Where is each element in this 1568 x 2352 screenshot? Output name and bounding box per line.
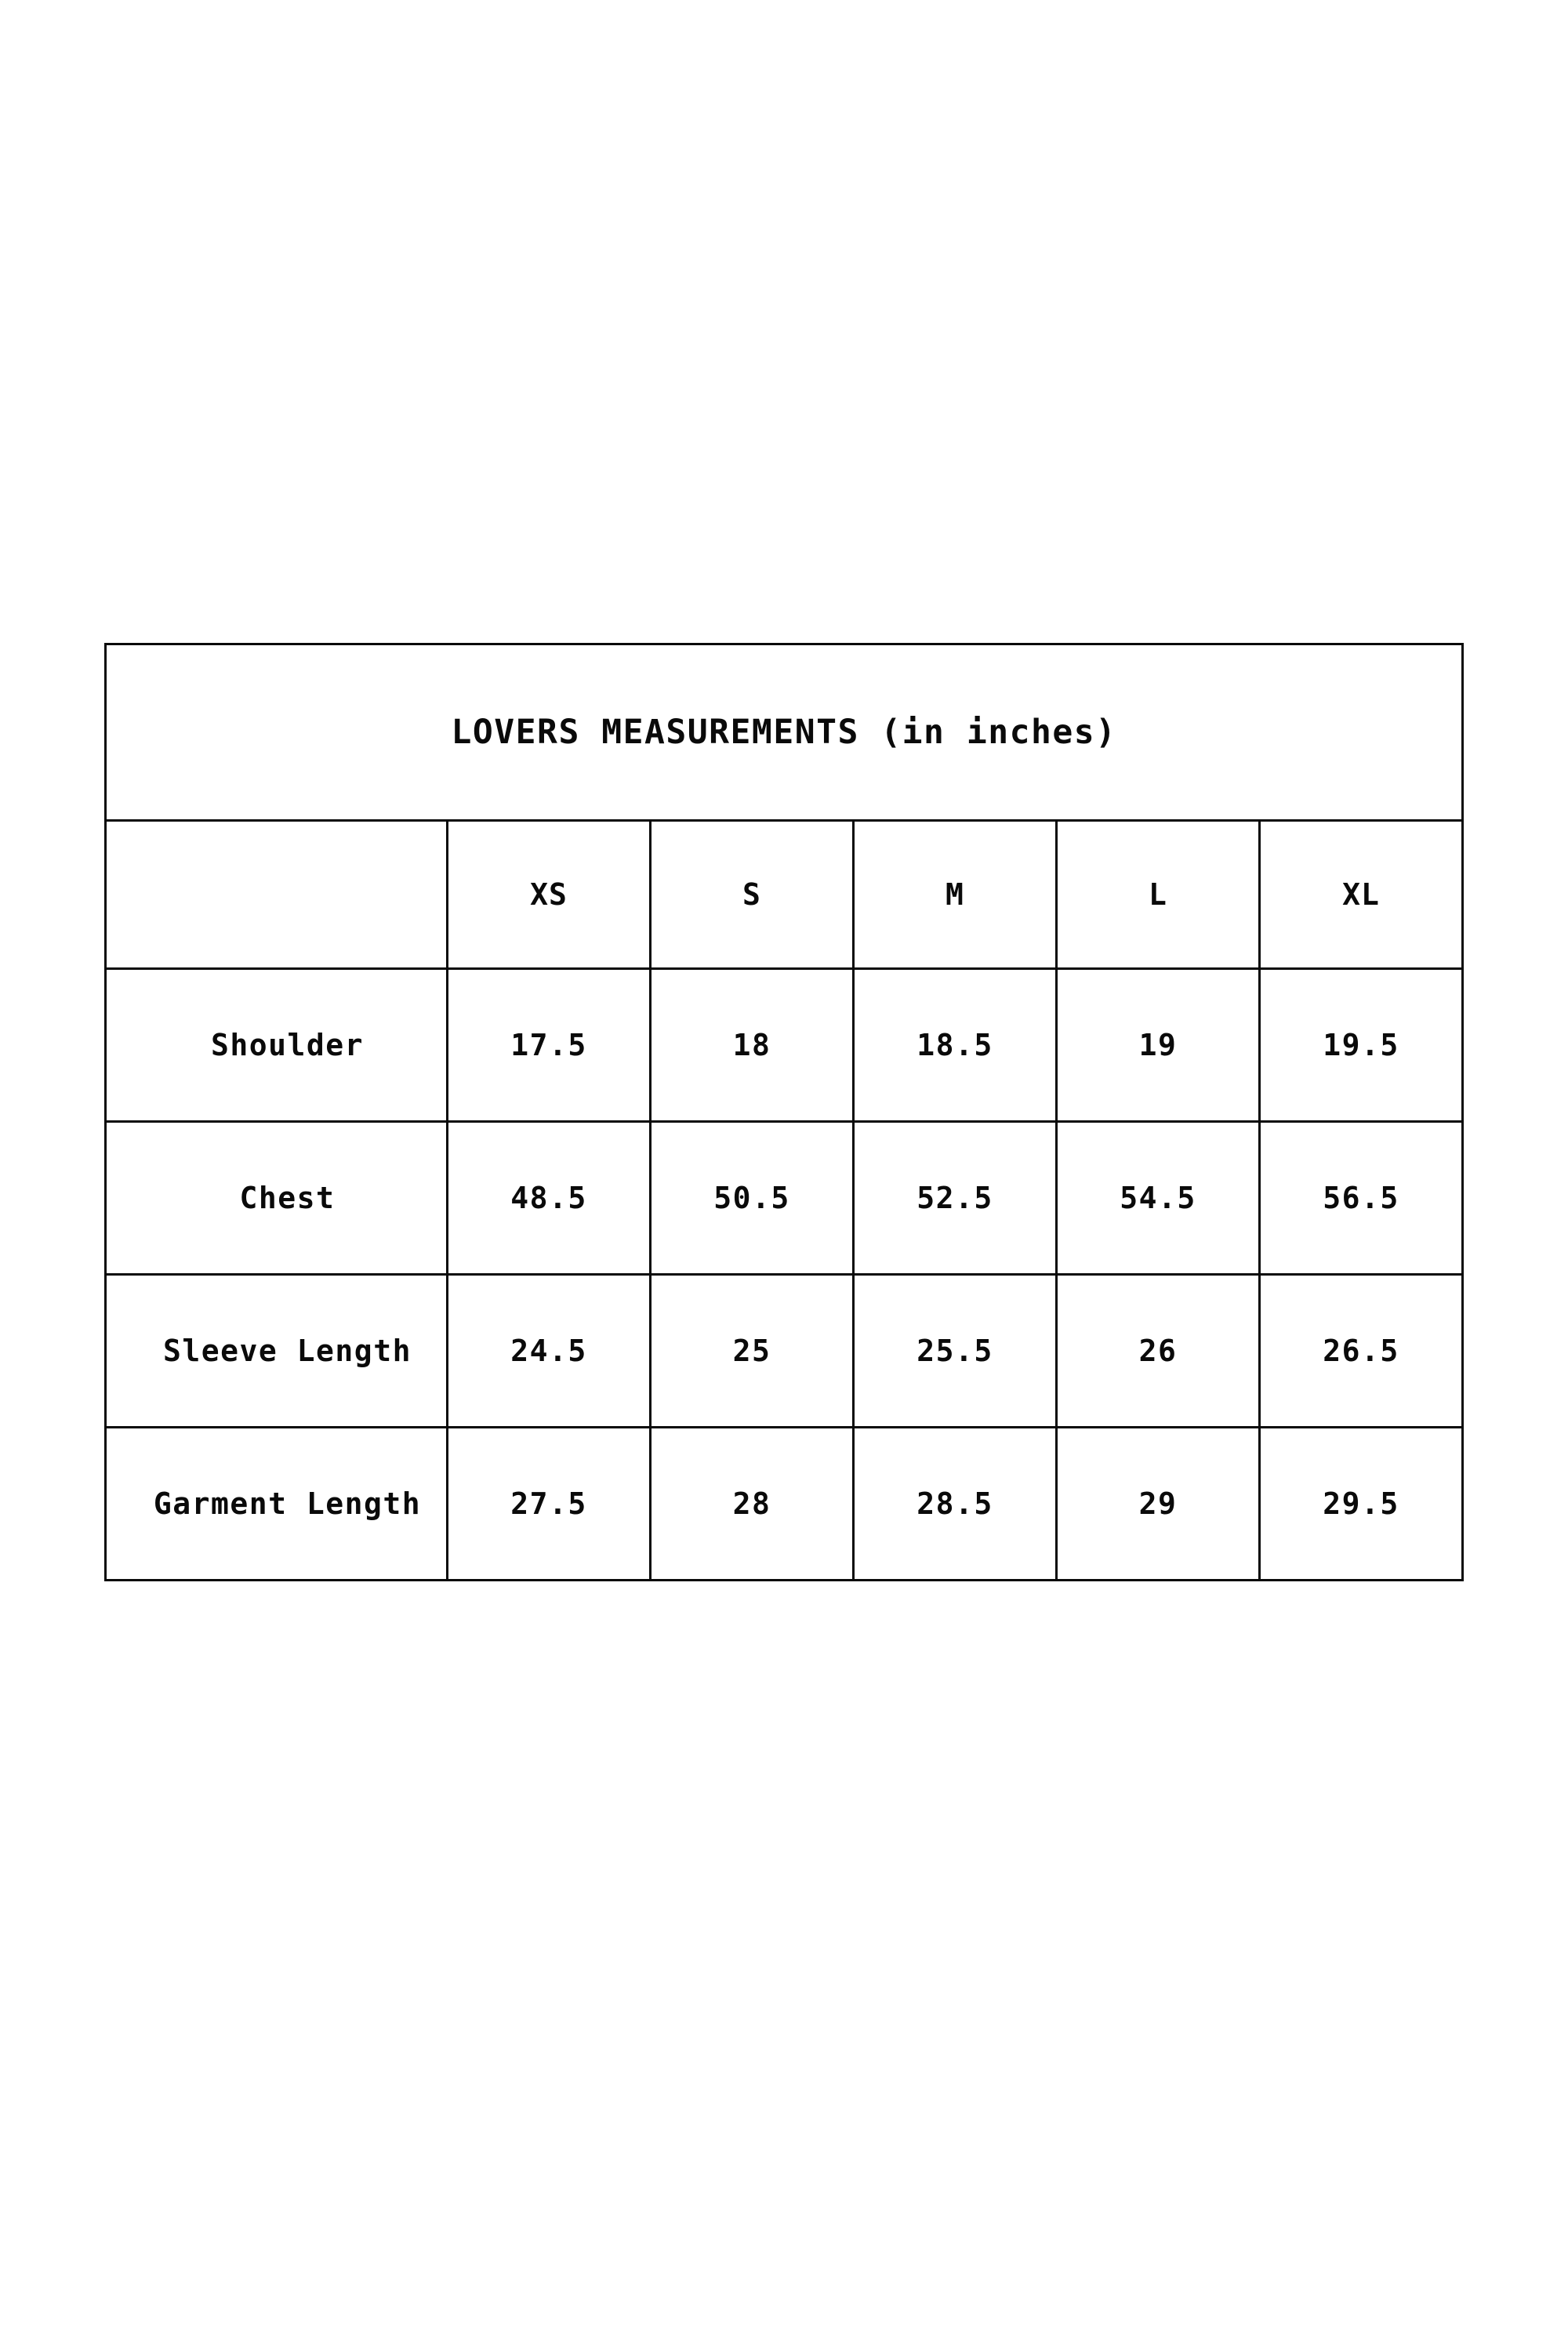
table-row <box>106 1122 1463 1275</box>
cell-sleeve-length-l: 26 <box>1057 1275 1260 1428</box>
cell-sleeve-length-s: 25 <box>651 1275 854 1428</box>
table-row <box>106 1428 1463 1581</box>
page-title: LOVERS MEASUREMENTS (in inches) <box>106 644 1463 821</box>
row-label-shoulder: Shoulder <box>106 969 448 1122</box>
header-cell-xs: XS <box>448 821 651 969</box>
cell-garment-length-xs: 27.5 <box>448 1428 651 1581</box>
cell-chest-l: 54.5 <box>1057 1122 1260 1275</box>
table-row <box>106 969 1463 1122</box>
header-cell-xl: XL <box>1260 821 1463 969</box>
size-chart-table <box>104 643 1464 1581</box>
table-row <box>106 1275 1463 1428</box>
cell-sleeve-length-m: 25.5 <box>854 1275 1057 1428</box>
cell-sleeve-length-xs: 24.5 <box>448 1275 651 1428</box>
row-label-chest: Chest <box>106 1122 448 1275</box>
cell-shoulder-m: 18.5 <box>854 969 1057 1122</box>
cell-sleeve-length-xl: 26.5 <box>1260 1275 1463 1428</box>
table-title-row <box>106 644 1463 821</box>
cell-garment-length-xl: 29.5 <box>1260 1428 1463 1581</box>
row-label-garment-length: Garment Length <box>106 1428 448 1581</box>
cell-shoulder-l: 19 <box>1057 969 1260 1122</box>
header-cell-m: M <box>854 821 1057 969</box>
cell-garment-length-l: 29 <box>1057 1428 1260 1581</box>
header-cell-s: S <box>651 821 854 969</box>
row-label-sleeve-length: Sleeve Length <box>106 1275 448 1428</box>
cell-chest-s: 50.5 <box>651 1122 854 1275</box>
cell-shoulder-xs: 17.5 <box>448 969 651 1122</box>
header-cell-l: L <box>1057 821 1260 969</box>
cell-chest-m: 52.5 <box>854 1122 1057 1275</box>
cell-shoulder-s: 18 <box>651 969 854 1122</box>
cell-chest-xs: 48.5 <box>448 1122 651 1275</box>
header-cell-corner <box>106 821 448 969</box>
cell-chest-xl: 56.5 <box>1260 1122 1463 1275</box>
cell-garment-length-s: 28 <box>651 1428 854 1581</box>
cell-shoulder-xl: 19.5 <box>1260 969 1463 1122</box>
table-header-row <box>106 821 1463 969</box>
cell-garment-length-m: 28.5 <box>854 1428 1057 1581</box>
